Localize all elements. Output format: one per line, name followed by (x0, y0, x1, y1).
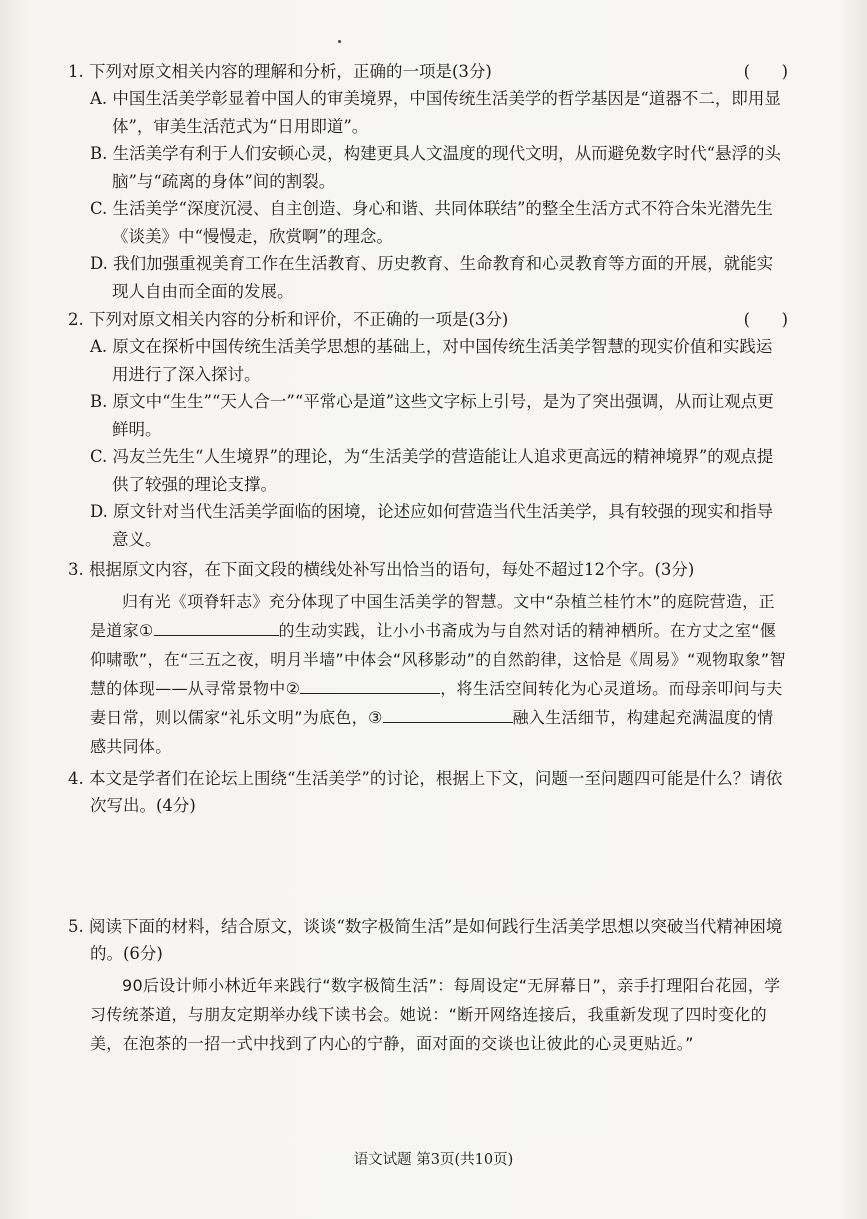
question-1-option-a: A. 中国生活美学彰显着中国人的审美境界，中国传统生活美学的哲学基因是“道器不二，即用显体”，审美生活范式为“日用即道”。 (90, 89, 781, 136)
question-3-stem: 3. 根据原文内容，在下面文段的横线处补写出恰当的语句，每处不超过12个字。(3分) (68, 560, 695, 579)
question-5 (68, 913, 788, 1058)
question-2-answer-paren: ( ) (743, 310, 788, 329)
passage-part-1: 归有光《项脊轩志》充分体现了中国生活美学的智慧。文中“杂植兰桂竹木”的庭院营造，正是道家① (90, 592, 775, 640)
question-1-answer-paren: ( ) (743, 62, 788, 81)
question-1-option-c: C. 生活美学“深度沉浸、自主创造、身心和谐、共同体联结”的整全生活方式不符合朱光潜先生《谈美》中“慢慢走，欣赏啊”的理念。 (90, 199, 773, 246)
question-content (68, 58, 788, 1058)
question-3-stem-row (68, 556, 788, 583)
question-2-option-c: C. 冯友兰先生“人生境界”的理论，为“生活美学的营造能让人追求更高远的精神境界”的观点提供了较强的理论支撑。 (90, 447, 774, 494)
answer-blank-3[interactable] (383, 704, 513, 723)
question-2-option-b: B. 原文中“生生”“天人合一”“平常心是道”这些文字标上引号，是为了突出强调，从而让观点更鲜明。 (90, 392, 774, 439)
question-1-stem-row (68, 58, 788, 85)
question-4-stem: 4. 本文是学者们在论坛上围绕“生活美学”的讨论，根据上下文，问题一至问题四可能是什么？请依次写出。(4分) (68, 769, 783, 815)
question-3-passage (68, 587, 788, 761)
question-2 (68, 306, 788, 553)
question-1-option-d: D. 我们加强重视美育工作在生活教育、历史教育、生命教育和心灵教育等方面的开展，就能实现人自由而全面的发展。 (90, 254, 774, 301)
question-2-option-a: A. 原文在探析中国传统生活美学思想的基础上，对中国传统生活美学智慧的现实价值和实践运用进行了深入探讨。 (90, 337, 773, 384)
answer-blank-2[interactable] (300, 675, 440, 694)
question-5-material: 90后设计师小林近年来践行“数字极简生活”：每周设定“无屏幕日”，亲手打理阳台花园，学习传统茶道，与朋友定期举办线下读书会。她说：“断开网络连接后，我重新发现了四时变化的美，在泡茶的一招一式中找到了内心的宁静，面对面的交谈也让彼此的心灵更贴近。” (90, 976, 781, 1053)
passage-part-2: 的生动实践，让小小书斋成为与自然对话的精神栖所。在方丈之室“偃仰啸歌”，在“三五之夜，明月半墙”中体会“风移影动”的自然韵律，这恰是《周易》“观物取象”智慧的体现——从寻常景物中② (90, 621, 786, 698)
passage-part-4: 融入生活细节，构建起充满温度的情感共同体。 (90, 708, 774, 756)
question-1-stem: 1. 下列对原文相关内容的理解和分析，正确的一项是(3分) (68, 62, 492, 81)
question-1 (68, 58, 788, 305)
question-2-stem-row (68, 306, 788, 333)
question-1-option-b: B. 生活美学有利于人们安顿心灵，构建更具人文温度的现代文明，从而避免数字时代“悬浮的头脑”与“疏离的身体”间的割裂。 (90, 144, 782, 191)
passage-part-3: ，将生活空间转化为心灵道场。而母亲叩问与夫妻日常，则以儒家“礼乐文明”为底色，③ (90, 679, 783, 727)
answer-blank-1[interactable] (154, 617, 279, 636)
scan-speck (338, 40, 341, 43)
page-footer: 语文试题 第3页(共10页) (353, 1152, 514, 1168)
question-3 (68, 556, 788, 761)
question-4 (68, 765, 788, 819)
question-5-stem: 5. 阅读下面的材料，结合原文，谈谈“数字极简生活”是如何践行生活美学思想以突破当代精神困境的。(6分) (68, 917, 783, 963)
question-2-option-d: D. 原文针对当代生活美学面临的困境，论述应如何营造当代生活美学，具有较强的现实和指导意义。 (90, 502, 774, 549)
question-2-stem: 2. 下列对原文相关内容的分析和评价，不正确的一项是(3分) (68, 310, 509, 329)
